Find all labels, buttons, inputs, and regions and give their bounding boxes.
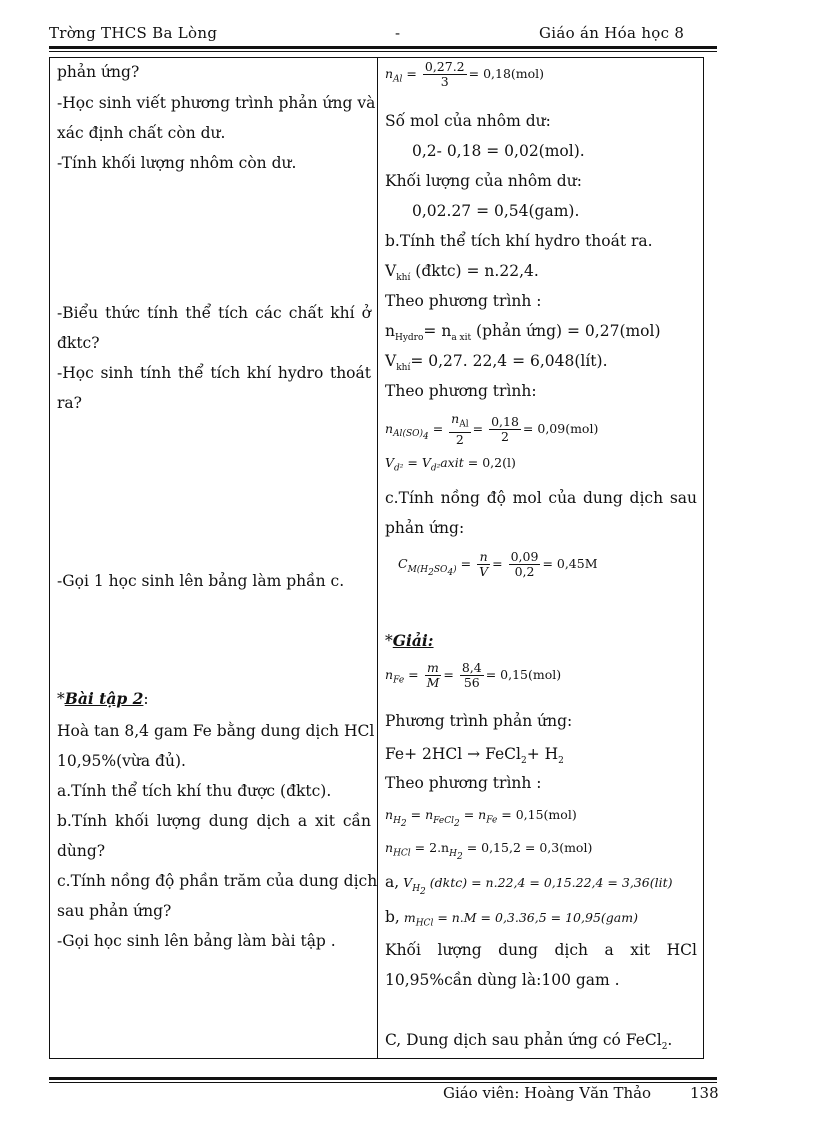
nHCl-coefficient: = 2.n — [414, 840, 450, 855]
header-subject: Giáo án Hóa học 8 — [539, 24, 685, 42]
formula-nAl2SO4: $n_{Al(SO)_4}$ = $\frac{n_{Al}}{2}$ = $\frac{0,18}{2}$ = 0,09(mol) — [385, 411, 599, 447]
f1-denominator: 2 — [501, 428, 509, 444]
left-line: -Gọi 1 học sinh lên bảng làm phần c. — [57, 572, 345, 590]
n-result: (phản ứng) = 0,27(mol) — [471, 322, 661, 340]
formula-volume: $V_{d^2}$ = $V_{d^2}axit = 0,2(l)$ — [385, 455, 516, 474]
product-h: + H — [526, 745, 559, 763]
left-line: xác định chất còn dư. — [57, 124, 226, 142]
reactants: Fe+ 2HCl — [385, 745, 463, 763]
nFe-numerator: 8,4 — [461, 660, 482, 675]
left-line: 10,95%(vừa đủ). — [57, 752, 186, 770]
v-subscript: khí — [396, 273, 411, 284]
mHCl-result: = n.M = 0,3.36,5 = 10,95(gam) — [437, 910, 638, 925]
formula-nH2: $n_{H_2} = n_{FeCl_2} = n_{Fe} = 0,15(mol)$ — [385, 807, 577, 829]
product-fecl: FeCl — [485, 745, 521, 763]
left-line: b.Tính khối lượng dung dịch a xit cần — [57, 812, 371, 830]
footer-page-number: 138 — [690, 1084, 719, 1102]
arrow-icon: → — [467, 745, 481, 763]
left-line: -Học sinh tính thể tích khí hydro thoát — [57, 364, 371, 382]
left-line: -Biểu thức tính thể tích các chất khí ở — [57, 304, 371, 322]
right-line: Theo phương trình : — [385, 774, 542, 792]
n-subscript: Hydro — [394, 333, 424, 344]
cm-numerator: 0,09 — [510, 549, 539, 564]
formula-mHCl: b, $m_{HCl} = n.M = 0,3.36,5 = 10,95(gam)$ — [385, 908, 638, 929]
right-line: Khối lượng dung dịch a xit HCl — [385, 941, 697, 959]
fecl2-text: C, Dung dịch sau phản ứng có FeCl — [385, 1031, 662, 1049]
header-dash: - — [395, 24, 401, 42]
lesson-table — [49, 57, 704, 1059]
nFe-denominator: 56 — [463, 675, 480, 690]
solution-prefix: * — [385, 632, 393, 650]
left-line: sau phản ứng? — [57, 902, 172, 920]
formula-nHCl: $n_{HCl} = 2.n_{H_2} = 0,15,2 = 0,3(mol)$ — [385, 840, 593, 862]
nH2-result: = 0,15(mol) — [501, 807, 577, 822]
f1-result: = 0,09(mol) — [522, 420, 599, 436]
formula-nAl: $n_{Al}$ = $\frac{0,27.2}{3}$ = 0,18(mol) — [385, 59, 545, 89]
header-school: Trờng THCS Ba Lòng — [49, 24, 218, 42]
right-line: c.Tính nồng độ mol của dung dịch sau — [385, 489, 697, 507]
cm-result: = 0,45M — [542, 556, 598, 571]
right-line-nhydro — [385, 321, 697, 348]
left-line: Hoà tan 8,4 gam Fe bằng dung dịch HCl — [57, 722, 375, 740]
right-line: 0,2- 0,18 = 0,02(mol). — [412, 142, 585, 160]
n-symbol: n — [385, 322, 395, 340]
v-symbol: V — [385, 352, 397, 370]
left-line: phản ứng? — [57, 63, 140, 81]
exercise-suffix: : — [143, 690, 149, 708]
right-column — [378, 58, 704, 1059]
formula-vH2: a, $V_{H_2}$ (dktc) = n.22,4 = 0,15.22,4 = 3,36(lit) — [385, 873, 673, 897]
right-line-vkhi — [385, 351, 697, 378]
nAl-result: = 0,18(mol) — [468, 66, 545, 81]
left-column — [50, 58, 378, 1059]
vH2-result: (dktc) = n.22,4 = 0,15.22,4 = 3,36(lit) — [429, 875, 673, 890]
f1-numerator: 0,18 — [491, 413, 519, 429]
fecl2-subscript: 2 — [661, 1042, 668, 1053]
solution-heading — [385, 631, 697, 651]
left-line: c.Tính nồng độ phần trăm của dung dịch — [57, 872, 378, 890]
left-line: ra? — [57, 394, 82, 412]
right-line: Theo phương trình: — [385, 382, 537, 400]
left-line: -Gọi học sinh lên bảng làm bài tập . — [57, 932, 336, 950]
part-b-label: b, — [385, 908, 400, 926]
left-line: a.Tính thể tích khí thu được (đktc). — [57, 782, 332, 800]
right-line: 10,95%cần dùng là:100 gam . — [385, 971, 620, 989]
exercise-label: Bài tập 2 — [64, 689, 144, 708]
right-line: Theo phương trình : — [385, 292, 542, 310]
part-a-label: a, — [385, 873, 400, 891]
left-line: dùng? — [57, 842, 106, 860]
fecl2-period: . — [667, 1031, 673, 1049]
left-line: -Học sinh viết phương trình phản ứng và — [57, 94, 376, 112]
nFe-result: = 0,15(mol) — [485, 667, 562, 682]
header-rule-thin — [49, 51, 717, 52]
footer-rule-thick — [49, 1077, 717, 1080]
right-line: b.Tính thể tích khí hydro thoát ra. — [385, 232, 653, 250]
right-line: Phương trình phản ứng: — [385, 712, 573, 730]
right-line: 0,02.27 = 0,54(gam). — [412, 202, 580, 220]
volume-result: = 0,2(l) — [467, 455, 516, 470]
left-line: đktc? — [57, 334, 100, 352]
nAl-numerator: 0,27.2 — [424, 59, 465, 74]
v-expression: (đktc) = n.22,4. — [410, 262, 539, 280]
exercise-heading — [57, 689, 371, 709]
left-line: -Tính khối lượng nhôm còn dư. — [57, 154, 297, 172]
v-result: = 0,27. 22,4 = 6,048(lít). — [410, 352, 608, 370]
footer-teacher: Giáo viên: Hoàng Văn Thảo — [443, 1084, 652, 1102]
nAl-denominator: 3 — [440, 74, 449, 89]
right-line: Số mol của nhôm dư: — [385, 112, 551, 130]
reaction-equation: Fe+ 2HCl → FeCl$_2$+ $H_2$ — [385, 745, 564, 767]
solution-label: Giải: — [392, 631, 434, 650]
cm-denominator: 0,2 — [514, 564, 535, 579]
v-symbol: V — [385, 262, 397, 280]
formula-nFe: $n_{Fe}$ = $\frac{m}{M}$ = $\frac{8,4}{56}$ = 0,15(mol) — [385, 660, 562, 690]
formula-cm: $C_{M(H_2SO_4)}$ = $\frac{n}{V}$ = $\frac{0,09}{0,2}$ = 0,45M — [398, 549, 598, 579]
n-subscript-acid: a xit — [451, 333, 472, 344]
right-line-volume — [385, 261, 697, 288]
right-line: phản ứng: — [385, 519, 465, 537]
exercise-prefix: * — [57, 690, 65, 708]
right-line: Khối lượng của nhôm dư: — [385, 172, 582, 190]
footer-rule-thin — [49, 1082, 717, 1083]
n-equals: = n — [423, 322, 452, 340]
right-line-fecl2 — [385, 1030, 697, 1057]
v-subscript: khí — [396, 363, 411, 374]
nHCl-result: = 0,15,2 = 0,3(mol) — [466, 840, 593, 855]
header-rule-thick — [49, 46, 717, 49]
